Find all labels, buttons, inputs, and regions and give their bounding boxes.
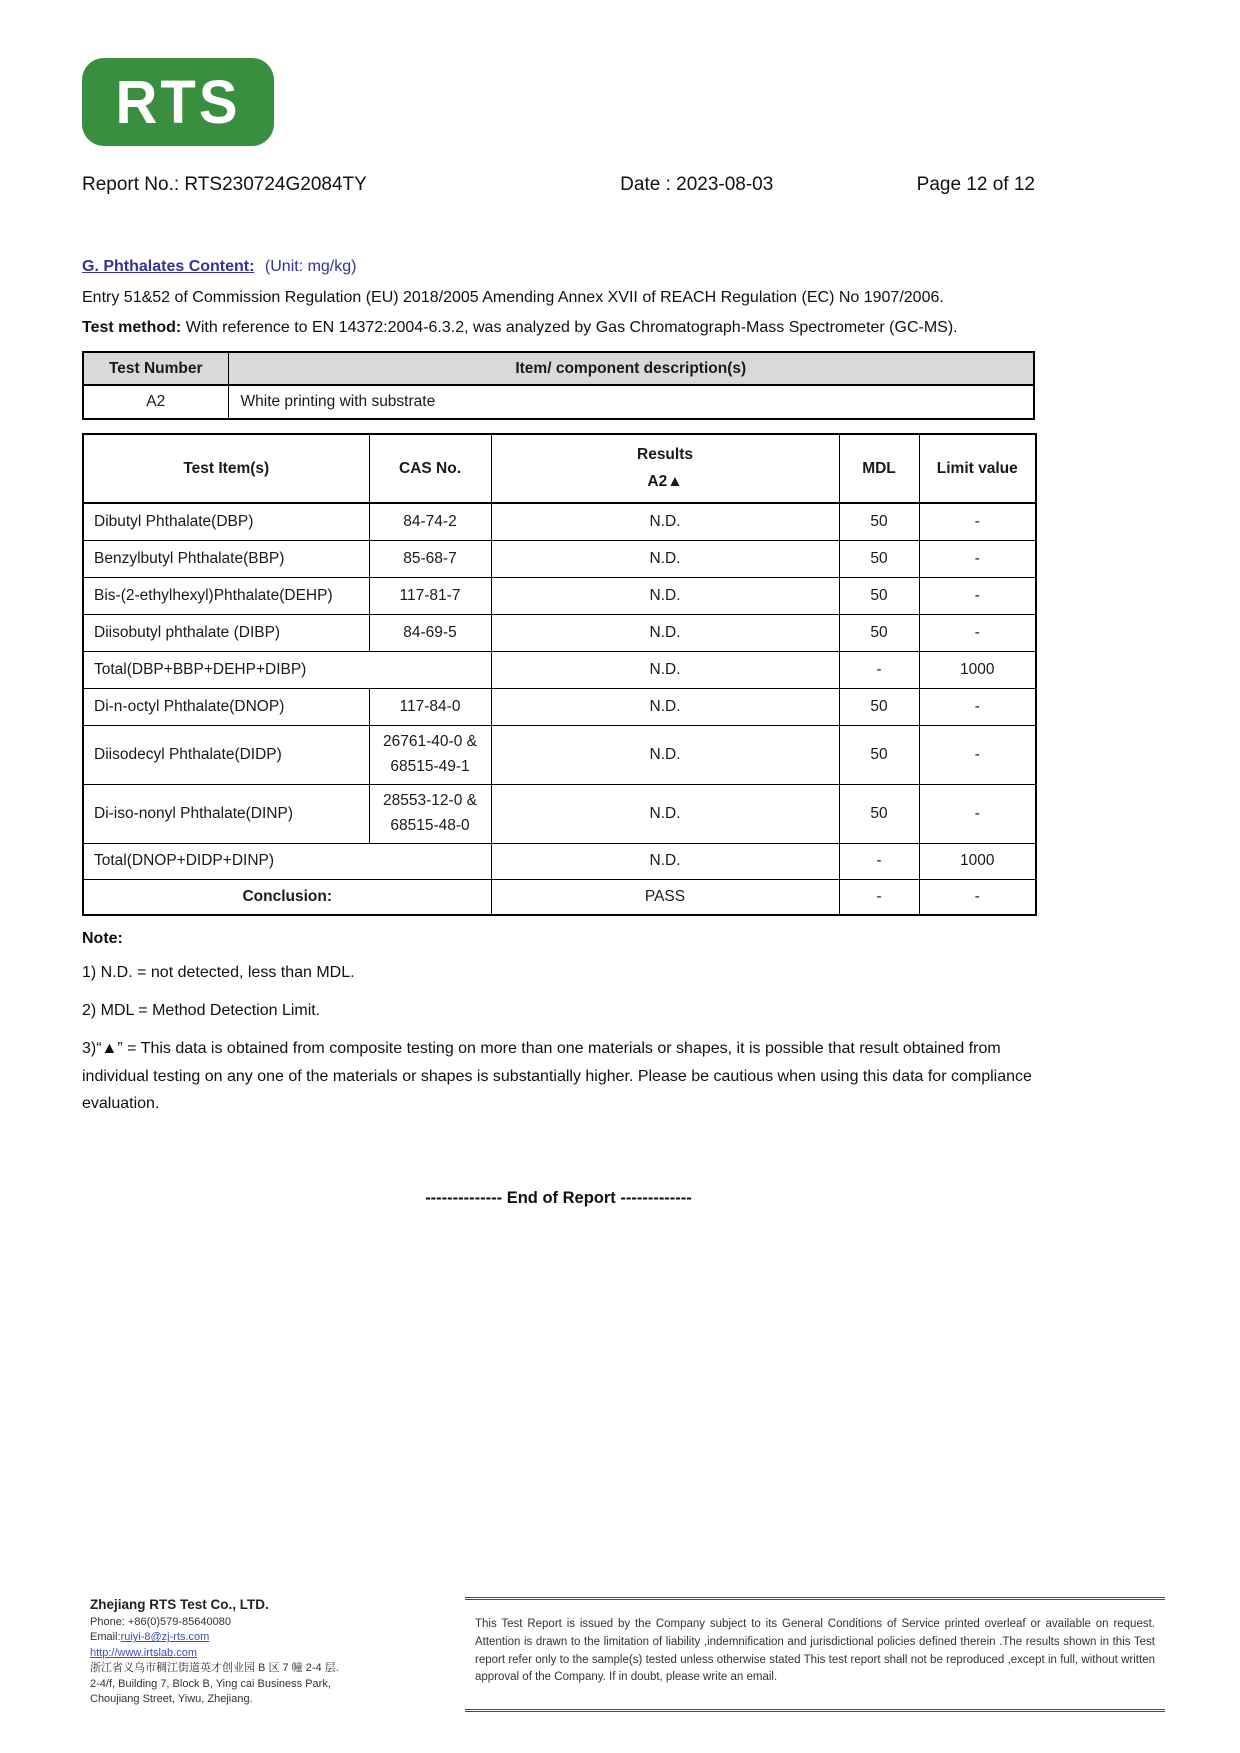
test-item: Diisobutyl phthalate (DIBP) <box>83 614 369 651</box>
limit-value: 1000 <box>919 843 1036 879</box>
footer-company-block <box>90 1597 430 1707</box>
mdl-value: 50 <box>839 540 919 577</box>
result-value: N.D. <box>491 784 839 843</box>
footer-website-line <box>90 1646 430 1661</box>
mdl-value: 50 <box>839 503 919 540</box>
col-header-test-number: Test Number <box>83 352 228 385</box>
cas-no: 84-69-5 <box>369 614 491 651</box>
footer-address-cn: 浙江省义乌市稠江街道英才创业园 B 区 7 幢 2-4 层. <box>90 1662 339 1675</box>
result-value: N.D. <box>491 651 839 688</box>
result-value: N.D. <box>491 540 839 577</box>
mdl-value: - <box>839 843 919 879</box>
limit-value: - <box>919 614 1036 651</box>
table-row <box>83 688 1036 725</box>
note-line-3: 3)“▲” = This data is obtained from composite testing on more than one materials or shapes, it is possible that result obtained from individual testing on any one of the materials or shapes is substantially higher. Please be cautious when using this data for compliance evaluation. <box>82 1040 1032 1112</box>
note-title: Note: <box>82 930 123 947</box>
website-link[interactable]: http://www.irtslab.com <box>90 1646 197 1659</box>
rts-logo-text: RTS <box>115 67 241 137</box>
table-row <box>83 503 1036 540</box>
table-row-total <box>83 843 1036 879</box>
col-header-mdl: MDL <box>839 434 919 503</box>
email-link[interactable]: ruiyi-8@zj-rts.com <box>120 1631 210 1644</box>
test-item: Di-n-octyl Phthalate(DNOP) <box>83 688 369 725</box>
results-table <box>82 433 1037 916</box>
mdl-value: 50 <box>839 577 919 614</box>
conclusion-result: PASS <box>491 879 839 915</box>
limit-value: - <box>919 879 1036 915</box>
mdl-value: 50 <box>839 784 919 843</box>
cas-line-2: 68515-48-0 <box>390 816 470 834</box>
test-item: Total(DBP+BBP+DEHP+DIBP) <box>83 651 491 688</box>
col-header-limit-value: Limit value <box>919 434 1036 503</box>
results-header-row <box>83 434 1036 503</box>
test-item: Total(DNOP+DIDP+DINP) <box>83 843 491 879</box>
test-method-label: Test method: <box>82 319 182 336</box>
limit-value: - <box>919 540 1036 577</box>
footer-company-name: Zhejiang RTS Test Co., LTD. <box>90 1597 269 1612</box>
result-value: N.D. <box>491 577 839 614</box>
table-row <box>83 577 1036 614</box>
cas-no <box>369 725 491 784</box>
col-header-test-items: Test Item(s) <box>83 434 369 503</box>
end-of-report: -------------- End of Report ------------- <box>425 1188 692 1207</box>
unit-label: (Unit: mg/kg) <box>264 258 357 275</box>
disclaimer-text: This Test Report is issued by the Company subject to its General Conditions of Service printed overleaf or available on request. Attention is drawn to the limitation of liability ,indemnification and jurisdictional policies defined therein .The results shown in this Test report refer only to the sample(s) tested unless otherwise stated This test report shall not be reproduced ,except in full, without written approval of the Company. If in doubt, please write an email. <box>475 1618 1155 1684</box>
result-value: N.D. <box>491 614 839 651</box>
table-row <box>83 784 1036 843</box>
cas-line-2: 68515-49-1 <box>390 757 470 775</box>
col-header-cas-no: CAS No. <box>369 434 491 503</box>
mdl-value: - <box>839 651 919 688</box>
footer-phone: Phone: +86(0)579-85640080 <box>90 1616 231 1628</box>
limit-value: - <box>919 784 1036 843</box>
limit-value: - <box>919 725 1036 784</box>
sample-test-number: A2 <box>83 385 228 419</box>
result-value: N.D. <box>491 688 839 725</box>
limit-value: 1000 <box>919 651 1036 688</box>
mdl-value: 50 <box>839 725 919 784</box>
report-date: Date : 2023-08-03 <box>620 174 774 195</box>
cas-no: 85-68-7 <box>369 540 491 577</box>
col-header-description: Item/ component description(s) <box>228 352 1034 385</box>
sample-description-table <box>82 351 1035 420</box>
cas-line-1: 26761-40-0 & <box>383 733 477 751</box>
report-number: Report No.: RTS230724G2084TY <box>82 174 367 195</box>
cas-no: 84-74-2 <box>369 503 491 540</box>
test-item: Bis-(2-ethylhexyl)Phthalate(DEHP) <box>83 577 369 614</box>
test-item: Benzylbutyl Phthalate(BBP) <box>83 540 369 577</box>
test-item: Diisodecyl Phthalate(DIDP) <box>83 725 369 784</box>
report-header-line <box>82 174 1035 196</box>
result-value: N.D. <box>491 725 839 784</box>
test-item: Dibutyl Phthalate(DBP) <box>83 503 369 540</box>
table-row <box>83 614 1036 651</box>
note-line-2: 2) MDL = Method Detection Limit. <box>82 1002 321 1020</box>
footer-email-line <box>90 1630 430 1645</box>
mdl-value: - <box>839 879 919 915</box>
footer-address-en-2: Choujiang Street, Yiwu, Zhejiang. <box>90 1692 253 1705</box>
section-heading <box>82 258 1035 276</box>
footer-address-en-1: 2-4/f, Building 7, Block B, Ying cai Business Park, <box>90 1677 331 1690</box>
sample-description: White printing with substrate <box>228 385 1034 419</box>
limit-value: - <box>919 577 1036 614</box>
mdl-value: 50 <box>839 688 919 725</box>
conclusion-label: Conclusion: <box>83 879 491 915</box>
disclaimer-box <box>465 1597 1165 1712</box>
test-method-line <box>82 319 1035 337</box>
result-value: N.D. <box>491 503 839 540</box>
table-row-conclusion <box>83 879 1036 915</box>
limit-value: - <box>919 688 1036 725</box>
regulation-text: Entry 51&52 of Commission Regulation (EU) 2018/2005 Amending Annex XVII of REACH Regulation (EC) No 1907/2006. <box>82 289 944 306</box>
cas-no <box>369 784 491 843</box>
section-title: G. Phthalates Content: <box>82 258 255 275</box>
results-label: Results <box>637 446 693 463</box>
sample-table-header-row <box>83 352 1034 385</box>
sample-table-row <box>83 385 1034 419</box>
cas-no: 117-81-7 <box>369 577 491 614</box>
rts-logo <box>82 58 274 146</box>
test-item: Di-iso-nonyl Phthalate(DINP) <box>83 784 369 843</box>
footer-email-label: Email: <box>90 1631 121 1644</box>
cas-line-1: 28553-12-0 & <box>383 792 477 810</box>
test-method-text: With reference to EN 14372:2004-6.3.2, was analyzed by Gas Chromatograph-Mass Spectrometer (GC-MS). <box>185 319 958 336</box>
results-sample-id: A2▲ <box>647 473 683 490</box>
limit-value: - <box>919 503 1036 540</box>
page-number: Page 12 of 12 <box>916 174 1035 195</box>
table-row <box>83 540 1036 577</box>
result-value: N.D. <box>491 843 839 879</box>
page-footer <box>90 1597 1165 1712</box>
cas-no: 117-84-0 <box>369 688 491 725</box>
table-row <box>83 725 1036 784</box>
mdl-value: 50 <box>839 614 919 651</box>
col-header-results <box>491 434 839 503</box>
table-row-total <box>83 651 1036 688</box>
note-line-1: 1) N.D. = not detected, less than MDL. <box>82 964 355 981</box>
